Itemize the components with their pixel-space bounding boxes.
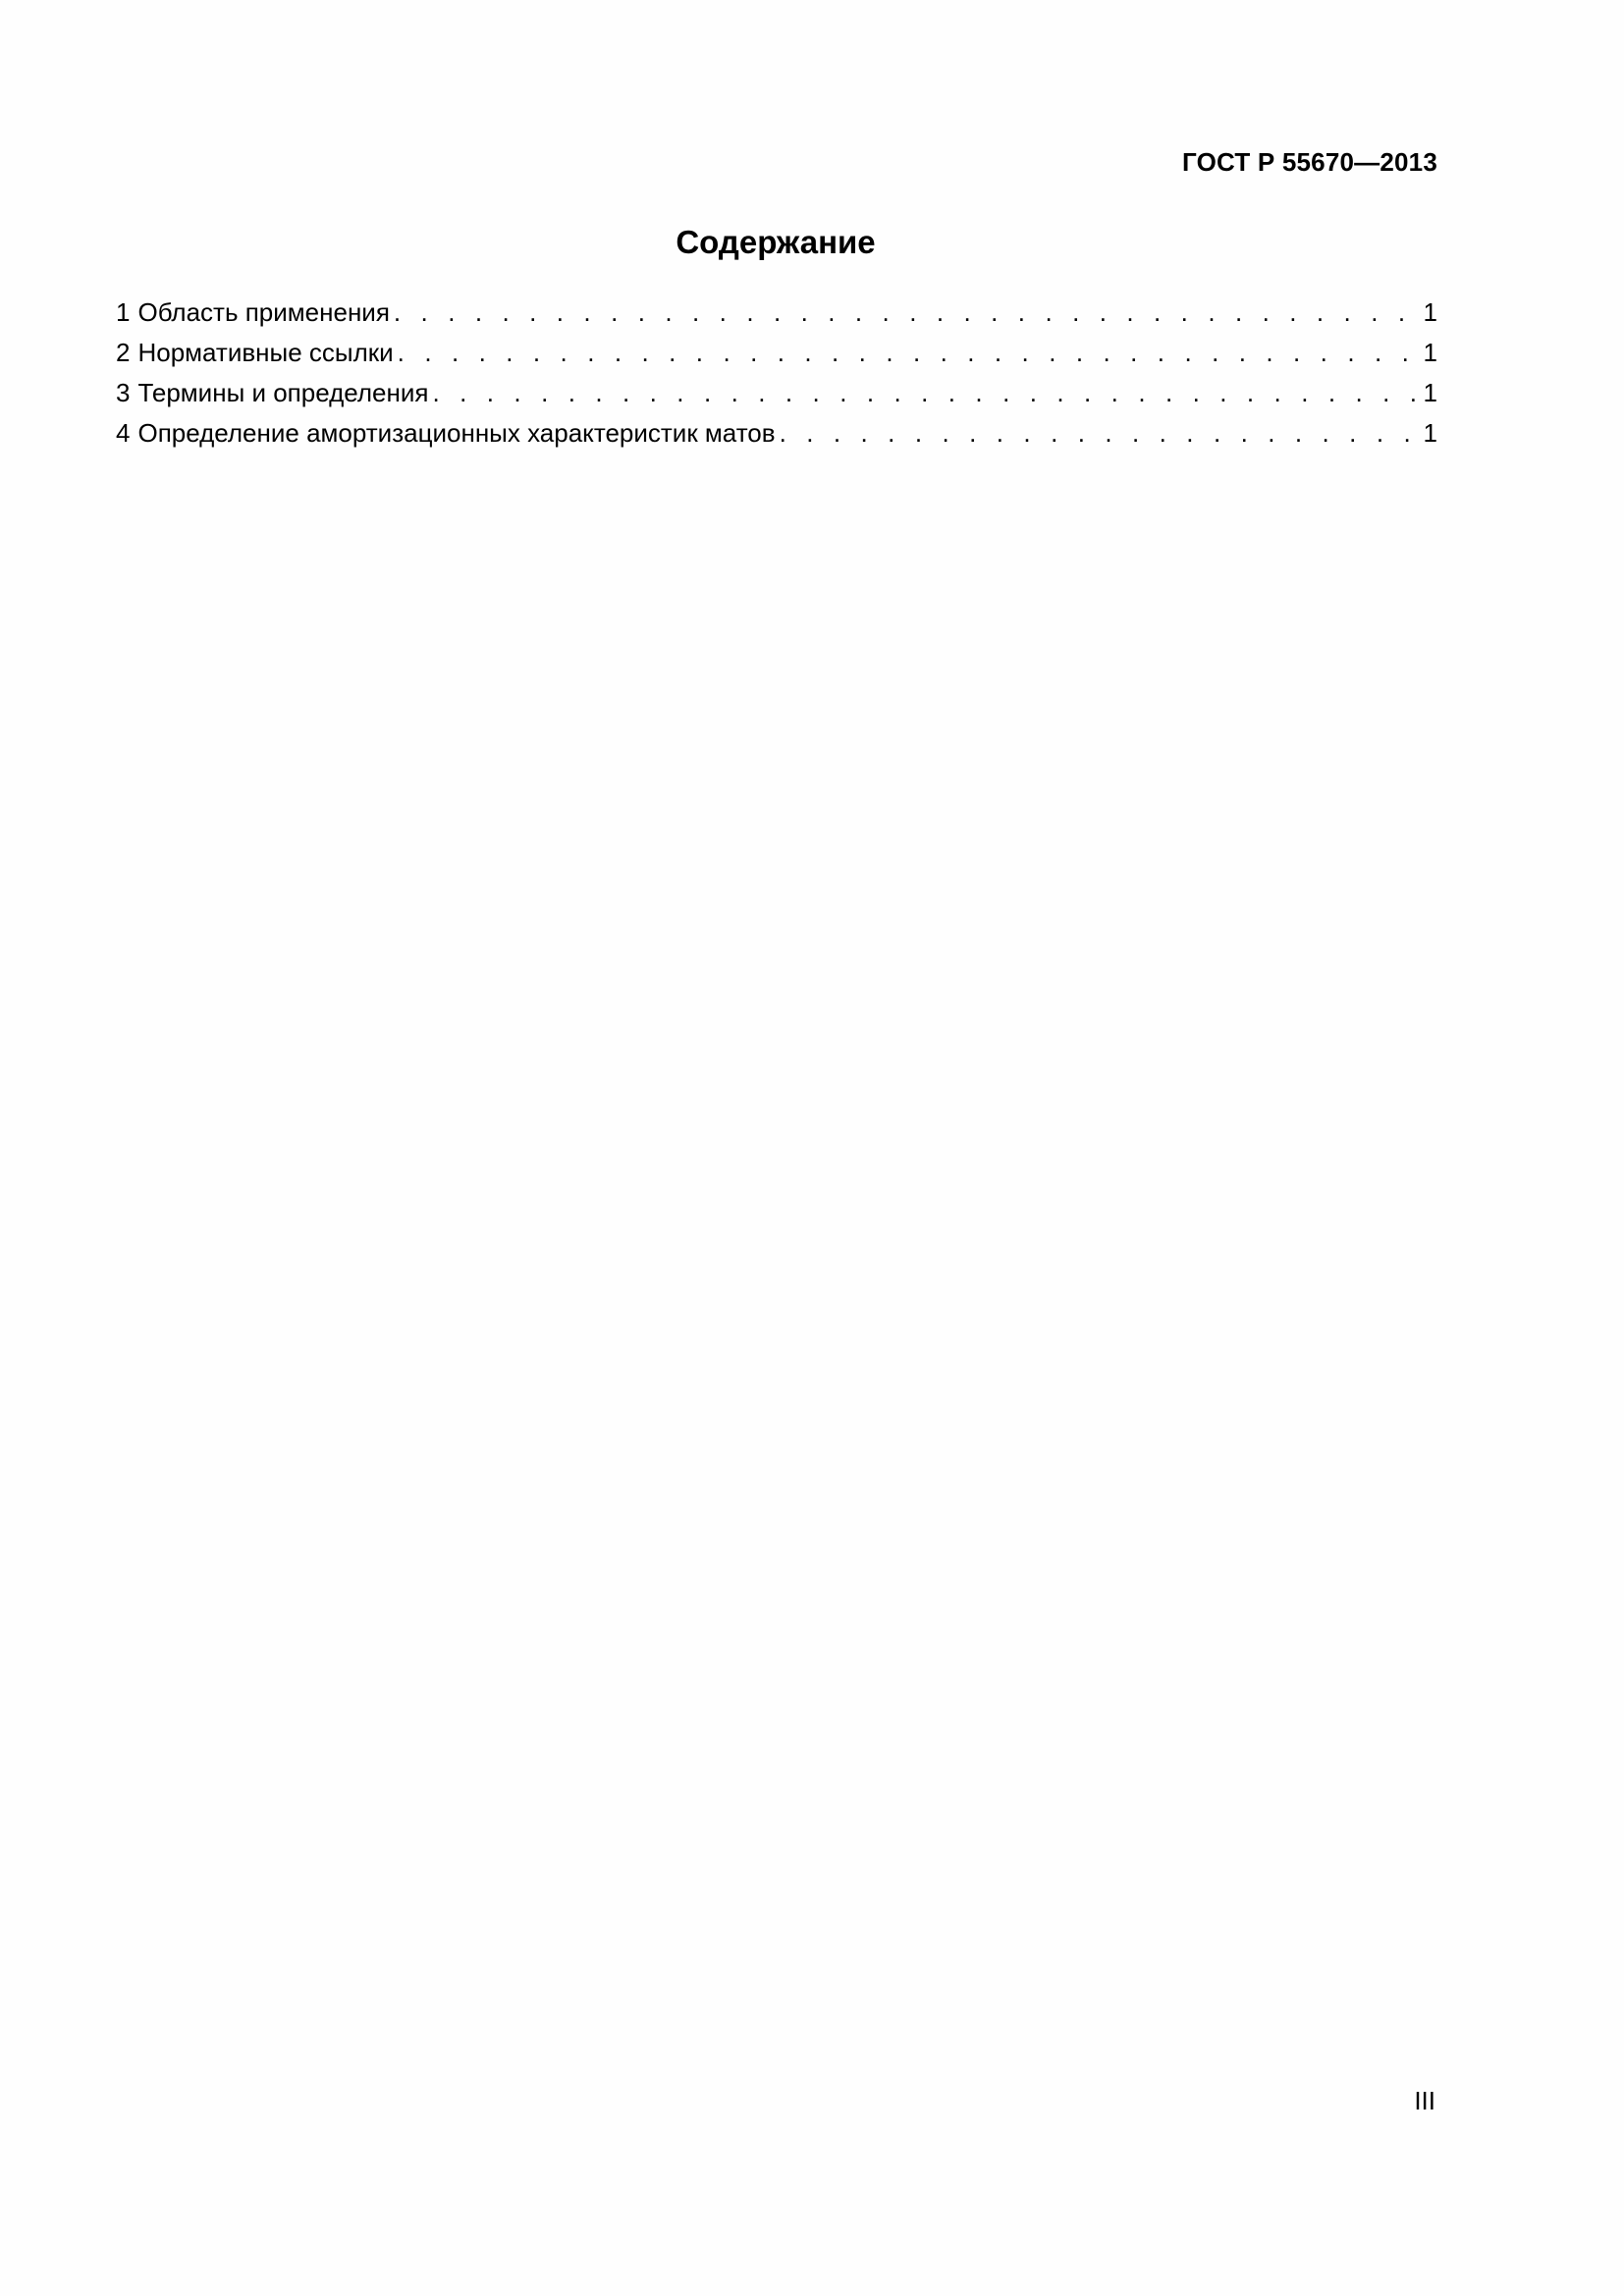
toc-leader-dots: [394, 333, 1422, 373]
toc-title: Содержание: [676, 224, 876, 260]
toc-entry-title[interactable]: Нормативные ссылки: [137, 338, 394, 367]
toc-leader-dots: [390, 293, 1422, 333]
toc-entry-terms-definitions[interactable]: [116, 373, 1437, 413]
toc-entry-page: 1: [1423, 378, 1437, 407]
table-of-contents: [116, 293, 1437, 454]
toc-entry-normative-references[interactable]: [116, 333, 1437, 373]
toc-entry-page: 1: [1423, 338, 1437, 367]
toc-entry-title[interactable]: Определение амортизационных характеристик матов: [137, 418, 776, 448]
toc-entry-shock-absorption[interactable]: [116, 413, 1437, 454]
document-code: ГОСТ Р 55670—2013: [1182, 147, 1437, 177]
page-number: III: [1414, 2086, 1435, 2115]
toc-entry-number: 1: [116, 297, 131, 327]
toc-entry-number: 2: [116, 338, 131, 367]
toc-entry-scope[interactable]: [116, 293, 1437, 333]
toc-leader-dots: [776, 413, 1422, 454]
toc-entry-page: 1: [1423, 297, 1437, 327]
toc-entry-title[interactable]: Термины и определения: [137, 378, 429, 407]
toc-entry-number: 3: [116, 378, 131, 407]
toc-entry-title[interactable]: Область применения: [137, 297, 390, 327]
toc-leader-dots: [428, 373, 1422, 413]
toc-entry-page: 1: [1423, 418, 1437, 448]
toc-entry-number: 4: [116, 418, 131, 448]
